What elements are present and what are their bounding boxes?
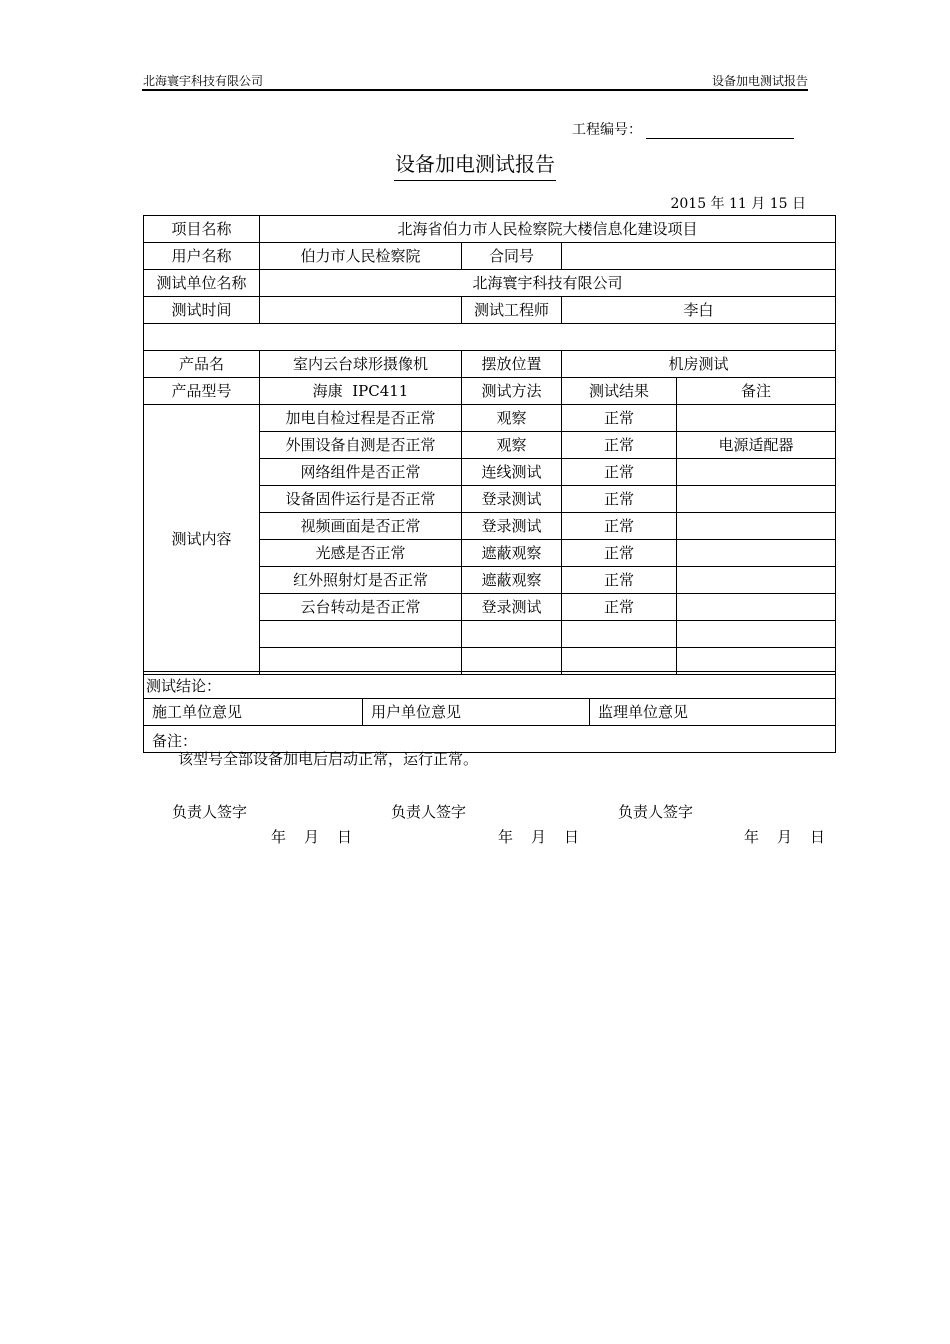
row-test-unit bbox=[144, 270, 836, 297]
test-result: 正常 bbox=[562, 432, 677, 459]
remark-header: 备注 bbox=[677, 378, 836, 405]
date-year: 年 bbox=[270, 828, 286, 846]
date-year: 年 bbox=[497, 828, 513, 846]
row-product-model bbox=[144, 378, 836, 405]
row-project-name bbox=[144, 216, 836, 243]
test-remark bbox=[677, 405, 836, 432]
test-content-label: 测试内容 bbox=[144, 405, 260, 675]
conclusion-text: 该型号全部设备加电后启动正常，运行正常。 bbox=[178, 750, 479, 768]
engineer-label: 测试工程师 bbox=[462, 297, 562, 324]
row-conclusion bbox=[144, 672, 836, 699]
user-name-value: 伯力市人民检察院 bbox=[260, 243, 462, 270]
row-product-name bbox=[144, 351, 836, 378]
test-item: 网络组件是否正常 bbox=[260, 459, 462, 486]
opinion-user bbox=[363, 699, 590, 846]
page-title: 设备加电测试报告 bbox=[0, 148, 950, 181]
method-header: 测试方法 bbox=[462, 378, 562, 405]
test-remark bbox=[677, 486, 836, 513]
contract-value bbox=[562, 243, 836, 270]
test-method: 登录测试 bbox=[462, 486, 562, 513]
test-item: 加电自检过程是否正常 bbox=[260, 405, 462, 432]
position-label: 摆放位置 bbox=[462, 351, 562, 378]
table-row bbox=[144, 405, 836, 432]
test-result: 正常 bbox=[562, 540, 677, 567]
conclusion-label: 测试结论： bbox=[146, 677, 222, 695]
opinion-supervision bbox=[590, 699, 836, 846]
test-remark bbox=[677, 594, 836, 621]
project-number-label: 工程编号： bbox=[572, 122, 642, 138]
test-result: 正常 bbox=[562, 513, 677, 540]
test-result: 正常 bbox=[562, 405, 677, 432]
test-method: 登录测试 bbox=[462, 594, 562, 621]
report-table bbox=[143, 215, 836, 675]
row-spacer bbox=[144, 324, 836, 351]
test-remark bbox=[677, 621, 836, 648]
test-result: 正常 bbox=[562, 567, 677, 594]
date-month: 月 bbox=[530, 828, 546, 846]
test-unit-label: 测试单位名称 bbox=[144, 270, 260, 297]
signature-label: 负责人签字 bbox=[618, 803, 694, 821]
product-name-value: 室内云台球形摄像机 bbox=[260, 351, 462, 378]
test-method: 登录测试 bbox=[462, 513, 562, 540]
signature-label: 负责人签字 bbox=[391, 803, 467, 821]
test-result: 正常 bbox=[562, 459, 677, 486]
signature-date bbox=[498, 830, 579, 845]
test-item: 红外照射灯是否正常 bbox=[260, 567, 462, 594]
test-item: 设备固件运行是否正常 bbox=[260, 486, 462, 513]
signature-label: 负责人签字 bbox=[172, 803, 248, 821]
test-remark bbox=[677, 459, 836, 486]
test-time-value bbox=[260, 297, 462, 324]
header-divider bbox=[142, 89, 808, 91]
row-test-time bbox=[144, 297, 836, 324]
opinion-title: 用户单位意见 bbox=[371, 703, 462, 721]
signature-date bbox=[744, 830, 825, 845]
test-method: 遮蔽观察 bbox=[462, 540, 562, 567]
date-month: 月 bbox=[776, 828, 792, 846]
test-remark: 电源适配器 bbox=[677, 432, 836, 459]
header-company: 北海寰宇科技有限公司 bbox=[143, 74, 264, 88]
date-month: 月 bbox=[303, 828, 319, 846]
row-note bbox=[144, 726, 836, 753]
spacer-cell bbox=[144, 324, 836, 351]
test-remark bbox=[677, 540, 836, 567]
result-header: 测试结果 bbox=[562, 378, 677, 405]
row-opinions bbox=[144, 699, 836, 726]
product-model-value: 海康 IPC411 bbox=[260, 378, 462, 405]
date-day: 日 bbox=[336, 828, 352, 846]
product-name-label: 产品名 bbox=[144, 351, 260, 378]
position-value: 机房测试 bbox=[562, 351, 836, 378]
report-date: 2015 年 11 月 15 日 bbox=[670, 196, 806, 212]
date-year: 年 bbox=[743, 828, 759, 846]
test-unit-value: 北海寰宇科技有限公司 bbox=[260, 270, 836, 297]
test-remark bbox=[677, 567, 836, 594]
test-method: 遮蔽观察 bbox=[462, 567, 562, 594]
signature-date bbox=[271, 830, 352, 845]
project-number-blank[interactable] bbox=[646, 124, 794, 139]
date-day: 日 bbox=[810, 828, 826, 846]
header-doc-name: 设备加电测试报告 bbox=[711, 74, 808, 88]
test-item: 外围设备自测是否正常 bbox=[260, 432, 462, 459]
project-number bbox=[572, 119, 794, 139]
date-day: 日 bbox=[563, 828, 579, 846]
conclusion-table bbox=[143, 671, 836, 846]
test-item: 云台转动是否正常 bbox=[260, 594, 462, 621]
test-method: 连线测试 bbox=[462, 459, 562, 486]
project-name-label: 项目名称 bbox=[144, 216, 260, 243]
test-remark bbox=[677, 513, 836, 540]
test-method bbox=[462, 621, 562, 648]
note-label: 备注： bbox=[152, 732, 198, 750]
note-cell bbox=[144, 726, 836, 753]
test-method: 观察 bbox=[462, 432, 562, 459]
row-user-name bbox=[144, 243, 836, 270]
opinion-title: 监理单位意见 bbox=[598, 703, 689, 721]
test-item: 视频画面是否正常 bbox=[260, 513, 462, 540]
test-result: 正常 bbox=[562, 594, 677, 621]
project-name-value: 北海省伯力市人民检察院大楼信息化建设项目 bbox=[260, 216, 836, 243]
test-item: 光感是否正常 bbox=[260, 540, 462, 567]
opinion-title: 施工单位意见 bbox=[152, 703, 243, 721]
engineer-value: 李白 bbox=[562, 297, 836, 324]
product-model-label: 产品型号 bbox=[144, 378, 260, 405]
contract-label: 合同号 bbox=[462, 243, 562, 270]
user-name-label: 用户名称 bbox=[144, 243, 260, 270]
test-result: 正常 bbox=[562, 486, 677, 513]
test-result bbox=[562, 621, 677, 648]
test-method: 观察 bbox=[462, 405, 562, 432]
test-time-label: 测试时间 bbox=[144, 297, 260, 324]
test-item bbox=[260, 621, 462, 648]
